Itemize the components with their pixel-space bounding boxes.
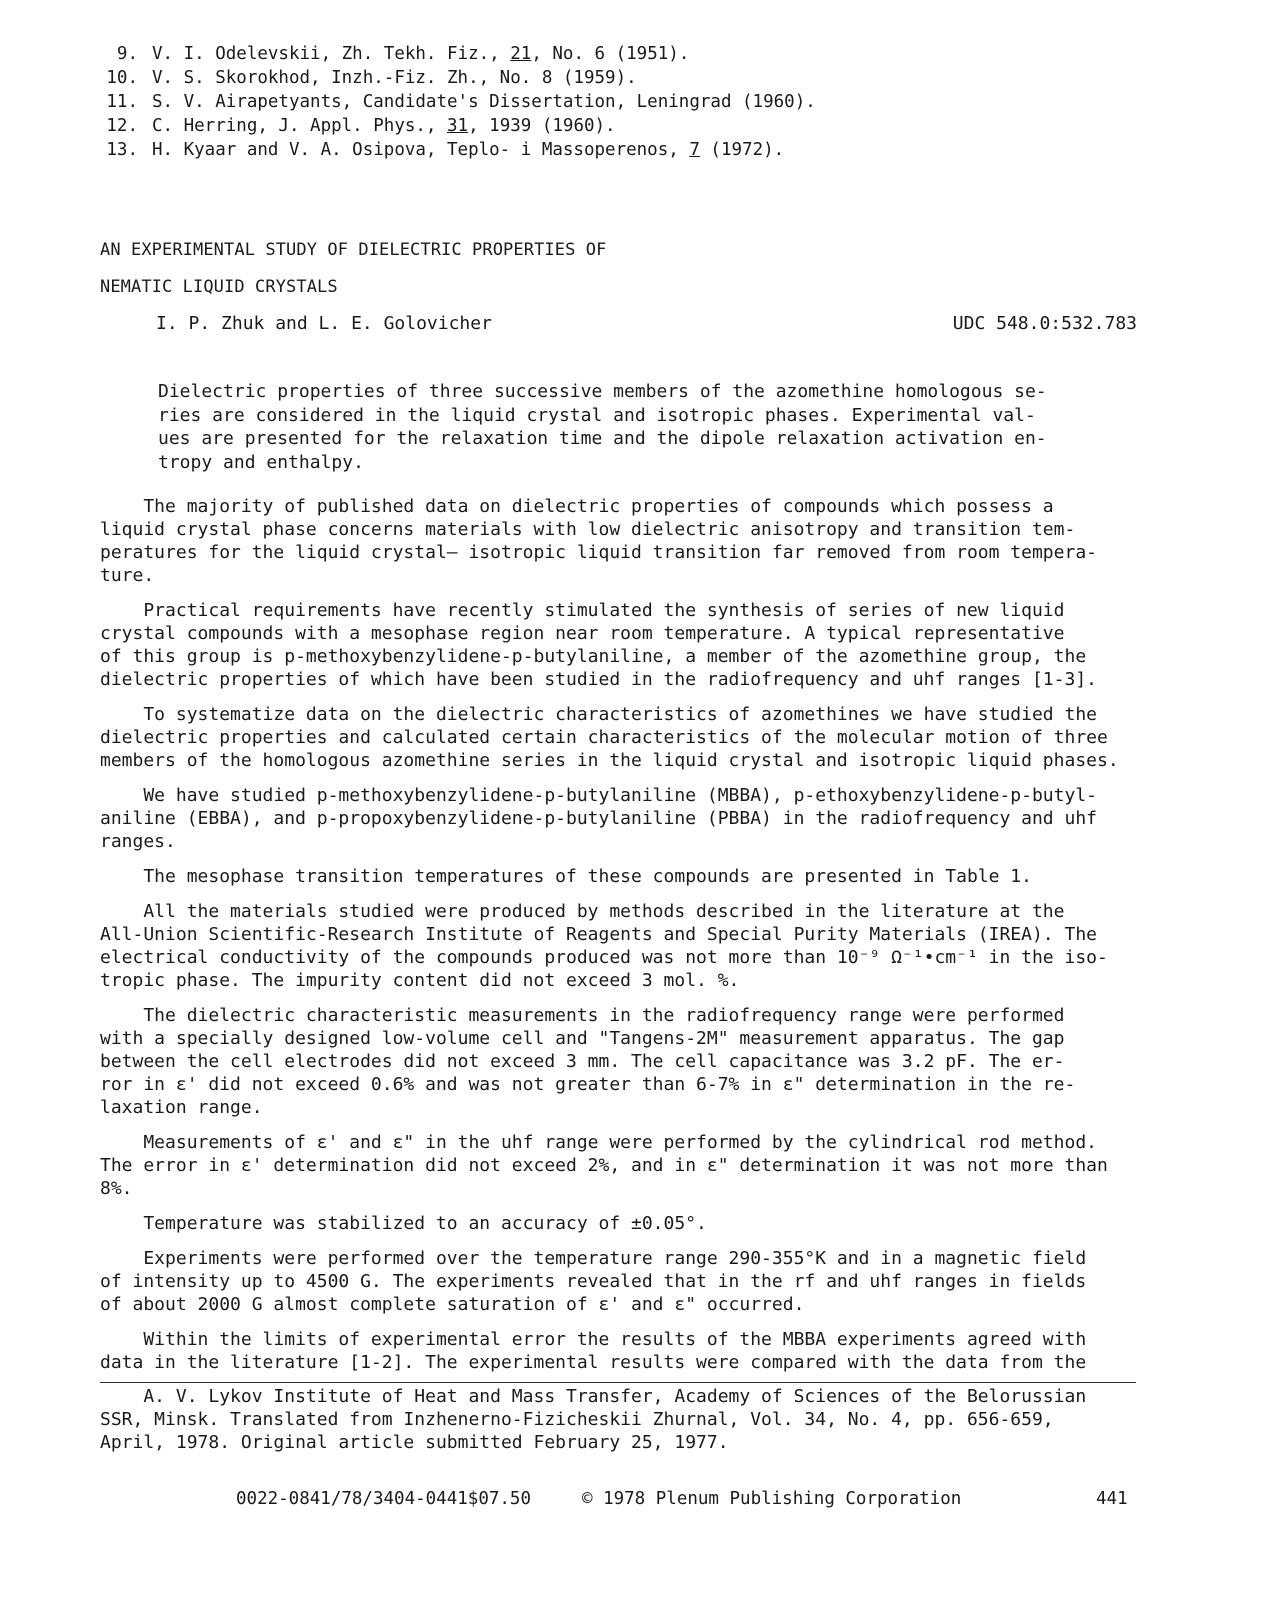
abstract	[158, 380, 1093, 474]
page-footer	[0, 1489, 1261, 1515]
reference-number: 11.	[106, 92, 138, 112]
article-title	[100, 232, 606, 306]
title-line-1: AN EXPERIMENTAL STUDY OF DIELECTRIC PROPERTIES OF	[100, 240, 607, 260]
paragraph-line: 8%.	[100, 1178, 133, 1199]
paragraph	[100, 703, 1160, 772]
paragraph	[100, 1131, 1160, 1200]
paragraph-line: data in the literature [1-2]. The experimental results were compared with the data from the	[100, 1352, 1087, 1373]
paragraph-line: ture.	[100, 565, 155, 586]
reference-item	[100, 66, 816, 90]
paragraph-line: ror in ε' did not exceed 0.6% and was not greater than 6-7% in ε" determination in the re-	[100, 1074, 1076, 1095]
paragraph-line: peratures for the liquid crystal— isotropic liquid transition far removed from room tempera-	[100, 542, 1097, 563]
reference-text: S. V. Airapetyants, Candidate's Dissertation, Leningrad (1960).	[152, 92, 816, 112]
paragraph-line: electrical conductivity of the compounds produced was not more than 10⁻⁹ Ω⁻¹•cm⁻¹ in the iso-	[100, 947, 1108, 968]
paragraph-line: laxation range.	[100, 1097, 263, 1118]
authors: I. P. Zhuk and L. E. Golovicher	[156, 313, 492, 334]
reference-volume: 7	[689, 140, 700, 160]
reference-number: 9.	[116, 44, 138, 64]
paragraph-line: of this group is p-methoxybenzylidene-p-butylaniline, a member of the azomethine group, the	[100, 646, 1087, 667]
reference-item	[100, 90, 816, 114]
paragraph-line: To systematize data on the dielectric characteristics of azomethines we have studied the	[100, 704, 1097, 725]
paragraph-line: of intensity up to 4500 G. The experiments revealed that in the rf and uhf ranges in fields	[100, 1271, 1087, 1292]
paragraph-line: The error in ε' determination did not exceed 2%, and in ε" determination it was not more than	[100, 1155, 1108, 1176]
paragraph-line: All the materials studied were produced by methods described in the literature at the	[100, 901, 1065, 922]
paragraph-line: The dielectric characteristic measurements in the radiofrequency range were performed	[100, 1005, 1065, 1026]
paragraph-line: Measurements of ε' and ε" in the uhf range were performed by the cylindrical rod method.	[100, 1132, 1097, 1153]
issn-code: 0022-0841/78/3404-0441$07.50	[236, 1489, 532, 1509]
reference-item	[100, 42, 816, 66]
reference-text-end: , No. 6 (1951).	[531, 44, 690, 64]
paragraph-line: dielectric properties of which have been studied in the radiofrequency and uhf ranges [1-3].	[100, 669, 1097, 690]
udc-code: UDC 548.0:532.783	[952, 313, 1137, 334]
paragraph-line: dielectric properties and calculated certain characteristics of the molecular motion of three	[100, 727, 1108, 748]
paragraph-line: ranges.	[100, 831, 176, 852]
reference-text-end: , 1939 (1960).	[468, 116, 616, 136]
reference-text: V. S. Skorokhod, Inzh.-Fiz. Zh., No. 8 (1959).	[152, 68, 637, 88]
paragraph	[100, 1247, 1160, 1316]
paragraph-line: The mesophase transition temperatures of these compounds are presented in Table 1.	[100, 866, 1032, 887]
footnote-line: April, 1978. Original article submitted February 25, 1977.	[100, 1432, 729, 1453]
footnote-divider	[100, 1382, 1136, 1383]
abstract-line: tropy and enthalpy.	[158, 451, 364, 473]
paragraph	[100, 599, 1160, 691]
reference-number: 12.	[106, 116, 138, 136]
paragraph	[100, 1004, 1160, 1119]
paragraph-line: members of the homologous azomethine series in the liquid crystal and isotropic liquid phases.	[100, 750, 1119, 771]
reference-text: V. I. Odelevskii, Zh. Tekh. Fiz.,	[152, 44, 511, 64]
page-number: 441	[1096, 1489, 1128, 1509]
paragraph-line: The majority of published data on dielectric properties of compounds which possess a	[100, 496, 1054, 517]
paragraph	[100, 900, 1160, 992]
footnote-line: SSR, Minsk. Translated from Inzhenerno-Fizicheskii Zhurnal, Vol. 34, No. 4, pp. 656-659,	[100, 1409, 1054, 1430]
paragraph-line: liquid crystal phase concerns materials with low dielectric anisotropy and transition tem-	[100, 519, 1076, 540]
reference-text-end: (1972).	[699, 140, 785, 160]
paragraph-line: Within the limits of experimental error the results of the MBBA experiments agreed with	[100, 1329, 1087, 1350]
title-line-2: NEMATIC LIQUID CRYSTALS	[100, 277, 338, 297]
abstract-line: ues are presented for the relaxation time and the dipole relaxation activation en-	[158, 428, 1047, 449]
paragraph-line: between the cell electrodes did not exceed 3 mm. The cell capacitance was 3.2 pF. The er-	[100, 1051, 1065, 1072]
paragraph-line: Practical requirements have recently stimulated the synthesis of series of new liquid	[100, 600, 1065, 621]
paragraph-line: tropic phase. The impurity content did not exceed 3 mol. %.	[100, 970, 740, 991]
paragraph	[100, 865, 1160, 888]
reference-number: 10.	[106, 68, 138, 88]
copyright-notice: © 1978 Plenum Publishing Corporation	[582, 1489, 962, 1509]
abstract-line: ries are considered in the liquid crystal and isotropic phases. Experimental val-	[158, 404, 1036, 426]
reference-item	[100, 138, 816, 162]
footnote	[100, 1385, 1086, 1454]
reference-volume: 21	[510, 44, 532, 64]
paragraph-line: of about 2000 G almost complete saturation of ε' and ε" occurred.	[100, 1294, 805, 1315]
paragraph-line: We have studied p-methoxybenzylidene-p-butylaniline (MBBA), p-ethoxybenzylidene-p-butyl-	[100, 785, 1097, 806]
paragraph-line: with a specially designed low-volume cell and "Tangens-2M" measurement apparatus. The gap	[100, 1028, 1065, 1049]
paragraph	[100, 784, 1160, 853]
paragraph-line: All-Union Scientific-Research Institute of Reagents and Special Purity Materials (IREA). The	[100, 924, 1097, 945]
reference-volume: 31	[447, 116, 469, 136]
paragraph-line: crystal compounds with a mesophase region near room temperature. A typical representative	[100, 623, 1065, 644]
reference-item	[100, 114, 816, 138]
paragraph	[100, 495, 1160, 587]
paragraph	[100, 1212, 1160, 1235]
paragraph-line: aniline (EBBA), and p-propoxybenzylidene-p-butylaniline (PBBA) in the radiofrequency and uhf	[100, 808, 1097, 829]
footnote-line: A. V. Lykov Institute of Heat and Mass Transfer, Academy of Sciences of the Belorussian	[100, 1386, 1087, 1407]
article-body	[100, 495, 1160, 1386]
paragraph	[100, 1328, 1160, 1374]
reference-text: H. Kyaar and V. A. Osipova, Teplo- i Massoperenos,	[152, 140, 690, 160]
reference-list	[100, 42, 816, 162]
reference-text: C. Herring, J. Appl. Phys.,	[152, 116, 448, 136]
paragraph-line: Temperature was stabilized to an accuracy of ±0.05°.	[100, 1213, 707, 1234]
abstract-line: Dielectric properties of three successive members of the azomethine homologous se-	[158, 381, 1047, 402]
paragraph-line: Experiments were performed over the temperature range 290-355°K and in a magnetic field	[100, 1248, 1087, 1269]
reference-number: 13.	[106, 140, 138, 160]
